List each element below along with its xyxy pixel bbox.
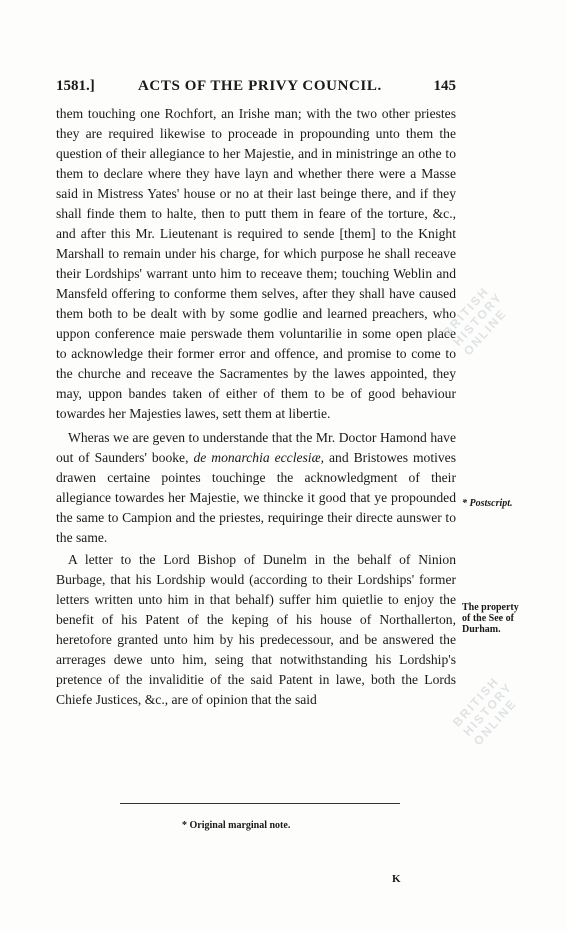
marginal-note-postscript: * Postscript. (462, 498, 513, 509)
watermark: BRITISH HISTORY ONLINE (440, 283, 510, 359)
main-text (56, 104, 456, 710)
paragraph-2-text-b: and Bristowes motives drawen certaine pointes touchinge the acknowledgment of their allegiance towardes her Majestie, we thincke it good that ye propounded the same to Campion and the priestes, requiringe their directe aunswer to the same. (56, 450, 456, 545)
marginal-note-property (462, 602, 519, 635)
marginal-note-line: of the See of (462, 613, 514, 624)
footnote: * Original marginal note. (182, 820, 291, 831)
header-title: ACTS OF THE PRIVY COUNCIL. (138, 78, 382, 94)
signature-mark: K (392, 873, 401, 885)
marginal-note-line: The property (462, 602, 519, 613)
page-number: 145 (433, 78, 456, 94)
header-year: 1581.] (56, 78, 95, 94)
paragraph-2-book-title: de monarchia ecclesiæ, (193, 450, 325, 465)
running-header (56, 78, 456, 98)
watermark: BRITISH HISTORY ONLINE (450, 673, 520, 749)
paragraph-3: A letter to the Lord Bishop of Dunelm in the behalf of Ninion Burbage, that his Lordship would (according to their Lordships' former letters written unto him in that behalf) suffer him quietlie to enjoy the benefit of his Patent of the keping of his house of Northallerton, heretofore granted unto him by his predecessour, and be answered the arrerages dewe unto him, seing that notwithstanding his Lordship's pretence of the invaliditie of the said Patent in lawe, both the Lords Chiefe Justices, &c., are of opinion that the said (56, 552, 456, 707)
footnote-rule (120, 803, 400, 804)
paragraph-2-text-a: Wheras we are geven to understande that the Mr. Doctor Hamond have out of Saunders' booke, (56, 430, 456, 465)
paragraph-1: them touching one Rochfort, an Irishe man; with the two other priestes they are required likewise to proceade in propounding unto them the question of their allegiance to her Majestie, and in ministringe an othe to them to declare where they have layn and whether there were a Masse said in Mistress Yates' house or no at their last beinge there, and if they shall finde them to halte, then to putt them in feare of the torture, &c., and after this Mr. Lieutenant is required to sende [them] to the Knight Marshall to remain under his charge, for which purpose he shall receave their Lordships' warrant unto him to receave them; touching Weblin and Mansfeld offering to conforme them selves, after they shall have caused them both to be dealt with by some godlie and learned preachers, who uppon conference maie perswade them voluntarilie in some open place to acknowledge their former error and offence, and promise to come to the churche and receave the Sacramentes by the lawes appointed, they may, uppon bandes taken of either of them to be of good behaviour towardes her Majesties lawes, sett them at libertie. (56, 106, 456, 421)
paragraph-2 (56, 428, 456, 548)
marginal-note-line: Durham. (462, 624, 501, 635)
